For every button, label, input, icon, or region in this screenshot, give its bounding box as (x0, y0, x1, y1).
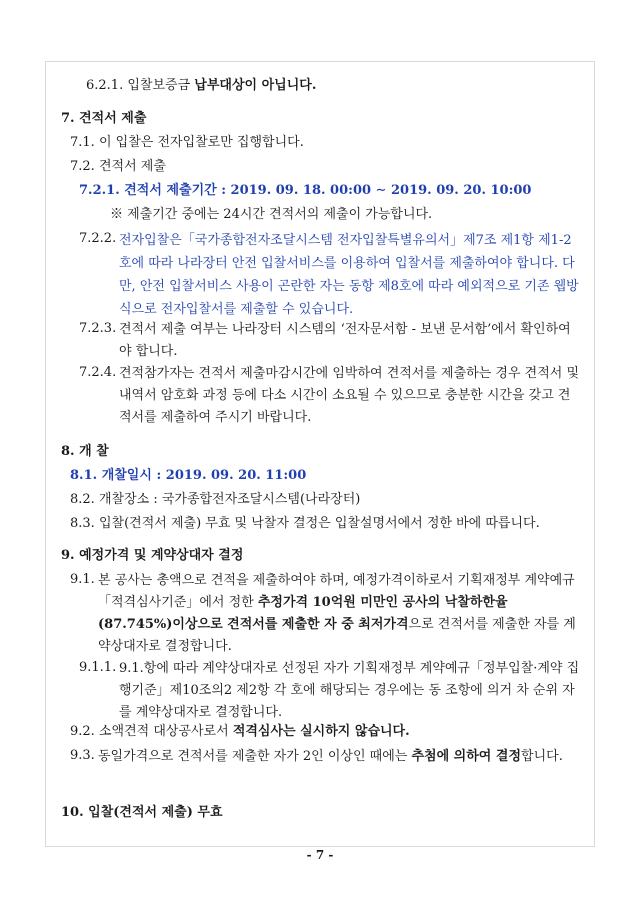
item-9-1-num: 9.1. (70, 572, 95, 587)
item-7-2-3-text: 견적서 제출 여부는 나라장터 시스템의 ‘전자문서함 - 보낸 문서함’에서 확인하여야 합니다. (119, 322, 571, 359)
item-7-2-4-num: 7.2.4. (79, 365, 117, 380)
note-24h: ※ 제출기간 중에는 24시간 견적서의 제출이 가능합니다. (110, 207, 433, 222)
section-10-heading: 10. 입찰(견적서 제출) 무효 (61, 805, 223, 820)
item-7-2-2-num: 7.2.2. (79, 231, 117, 246)
item-9-2: 9.2. 소액견적 대상공사로서 적격심사는 실시하지 않습니다. (70, 724, 410, 739)
item-9-1-text: 본 공사는 총액으로 견적을 제출하여야 하며, 예정가격이하로서 기획재정부 계약예규「적격심사기준」에서 정한 추정가격 10억원 미만인 공사의 낙찰하한율(87.745%)이상으로 견적서를 제출한 자 중 최저가격으로 견적서를 제출한 자를 계약상대자로 결정합니다. (98, 573, 576, 654)
item-7-2-4-text: 견적참가자는 견적서 제출마감시간에 임박하여 견적서를 제출하는 경우 견적서 및 내역서 암호화 과정 등에 다소 시간이 소요될 수 있으므로 충분한 시간을 갖고 견적서를 제출하여 주시기 바랍니다. (119, 366, 580, 425)
page-number: - 7 - (306, 848, 334, 862)
item-8-1: 8.1. 개찰일시 : 2019. 09. 20. 11:00 (70, 468, 307, 483)
item-8-3: 8.3. 입찰(견적서 제출) 무효 및 낙찰자 결정은 입찰설명서에서 정한 바에 따릅니다. (70, 516, 540, 531)
item-7-2-3-num: 7.2.3. (79, 321, 117, 336)
section-9-heading: 9. 예정가격 및 계약상대자 결정 (61, 548, 244, 563)
item-7-2-1: 7.2.1. 견적서 제출기간 : 2019. 09. 18. 00:00 ∼ 2019. 09. 20. 10:00 (79, 183, 532, 198)
item-9-1-1-text: 9.1.항에 따라 계약상대자로 선정된 자가 기획재정부 계약예규「정부입찰·계약 집행기준」제10조의2 제2항 각 호에 해당되는 경우에는 동 조항에 의거 차 순위 자를 계약상대자로 결정합니다. (119, 661, 580, 720)
item-7-2-2-text: 전자입찰은「국가종합전자조달시스템 전자입찰특별유의서」제7조 제1항 제1-2호에 따라 나라장터 안전 입찰서비스를 이용하여 입찰서를 제출하여야 합니다. 다만, 안전 입찰서비스 사용이 곤란한 자는 동항 제8호에 따라 예외적으로 기존 웹방식으로 전자입찰서를 제출할 수 있습니다. (119, 233, 579, 317)
section-8-heading: 8. 개 찰 (61, 444, 109, 459)
item-9-3-text: 동일가격으로 견적서를 제출한 자가 2인 이상인 때에는 추첨에 의하여 결정합니다. (98, 749, 563, 764)
item-7-1: 7.1. 이 입찰은 전자입찰로만 집행합니다. (70, 135, 304, 150)
item-6-2-1: 6.2.1. 입찰보증금 납부대상이 아닙니다. (86, 78, 317, 93)
item-9-3-num: 9.3. (70, 748, 95, 763)
section-7-heading: 7. 견적서 제출 (61, 111, 147, 126)
item-9-1-1-num: 9.1.1. (79, 660, 117, 675)
item-8-2: 8.2. 개찰장소 : 국가종합전자조달시스템(나라장터) (70, 492, 361, 507)
item-7-2: 7.2. 견적서 제출 (70, 159, 166, 174)
